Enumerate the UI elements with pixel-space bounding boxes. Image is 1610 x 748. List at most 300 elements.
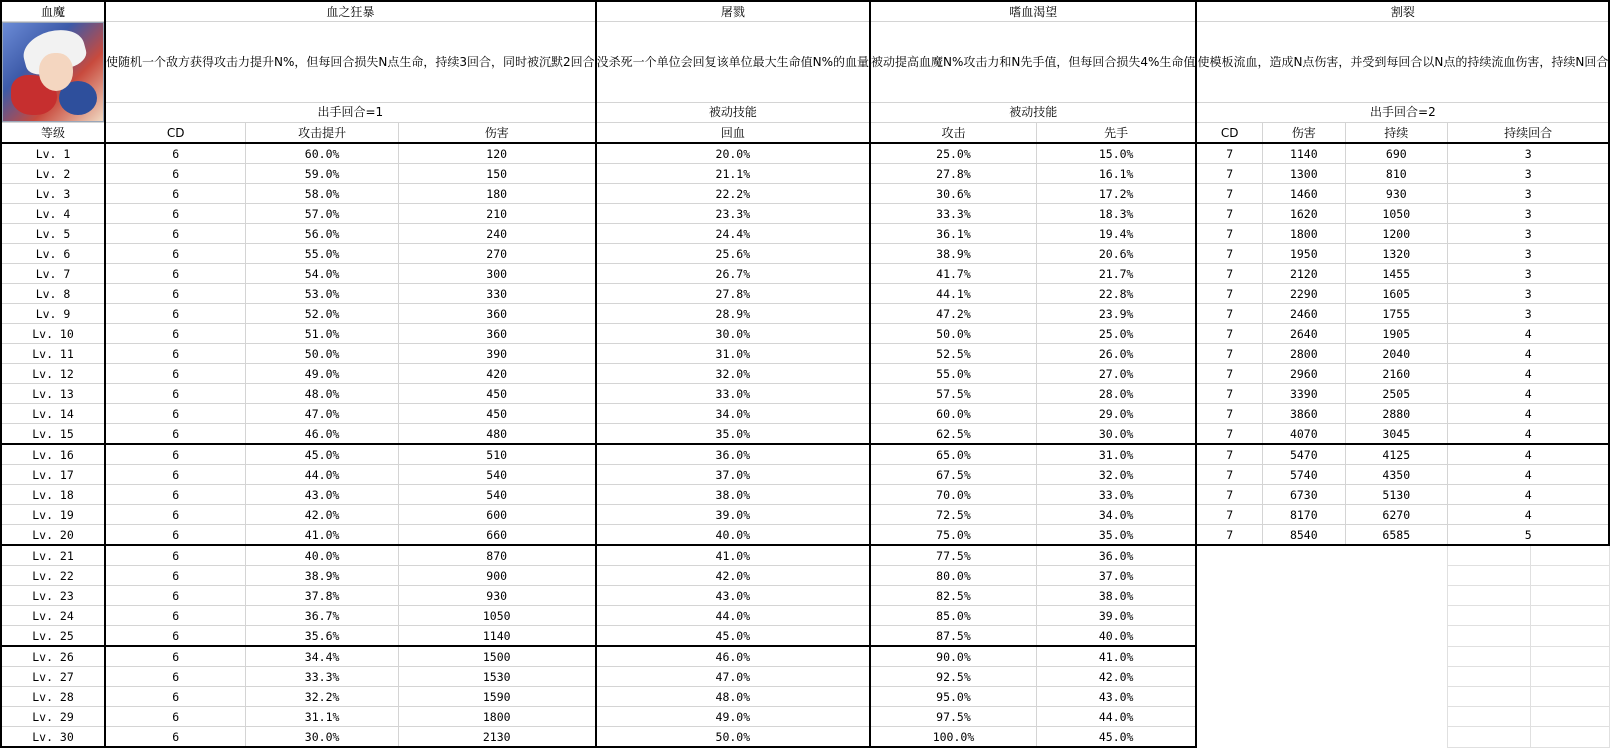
- cell-s3-atk[interactable]: 100.0%: [870, 727, 1036, 748]
- cell-s4-cd[interactable]: 7: [1196, 344, 1262, 364]
- cell-s1-cd[interactable]: 6: [105, 727, 246, 748]
- col-header-s1-atk[interactable]: 攻击提升: [246, 123, 398, 144]
- cell-s4-dot[interactable]: 5130: [1345, 485, 1447, 505]
- cell-s3-first[interactable]: 29.0%: [1036, 404, 1196, 424]
- cell-s4-turns[interactable]: 4: [1447, 344, 1609, 364]
- cell-s4-cd[interactable]: 7: [1196, 184, 1262, 204]
- empty-cell[interactable]: [1447, 626, 1530, 647]
- cell-s4-dot[interactable]: 6585: [1345, 525, 1447, 546]
- cell-s4-turns[interactable]: 3: [1447, 204, 1609, 224]
- cell-s4-cd[interactable]: 7: [1196, 444, 1262, 465]
- cell-s3-first[interactable]: 42.0%: [1036, 667, 1196, 687]
- cell-s2-heal[interactable]: 34.0%: [596, 404, 870, 424]
- cell-level[interactable]: Lv. 1: [1, 143, 105, 164]
- cell-s4-dot[interactable]: 1455: [1345, 264, 1447, 284]
- cell-s1-dmg[interactable]: 600: [398, 505, 595, 525]
- cell-s1-dmg[interactable]: 1050: [398, 606, 595, 626]
- cell-s1-atk[interactable]: 44.0%: [246, 465, 398, 485]
- cell-s1-cd[interactable]: 6: [105, 143, 246, 164]
- cell-s2-heal[interactable]: 28.9%: [596, 304, 870, 324]
- cell-s1-atk[interactable]: 30.0%: [246, 727, 398, 748]
- cell-s1-cd[interactable]: 6: [105, 485, 246, 505]
- skill1-turn-label[interactable]: 出手回合=1: [105, 102, 596, 122]
- cell-s3-atk[interactable]: 85.0%: [870, 606, 1036, 626]
- cell-level[interactable]: Lv. 18: [1, 485, 105, 505]
- cell-s4-turns[interactable]: 4: [1447, 404, 1609, 424]
- cell-level[interactable]: Lv. 9: [1, 304, 105, 324]
- cell-s1-atk[interactable]: 50.0%: [246, 344, 398, 364]
- cell-s1-dmg[interactable]: 450: [398, 404, 595, 424]
- cell-s1-cd[interactable]: 6: [105, 566, 246, 586]
- cell-s1-cd[interactable]: 6: [105, 244, 246, 264]
- cell-s4-dmg[interactable]: 2120: [1263, 264, 1346, 284]
- cell-s4-turns[interactable]: 4: [1447, 465, 1609, 485]
- skill2-description[interactable]: 没杀死一个单位会回复该单位最大生命值N%的血量: [596, 22, 870, 103]
- cell-s1-cd[interactable]: 6: [105, 586, 246, 606]
- cell-s2-heal[interactable]: 50.0%: [596, 727, 870, 748]
- cell-s4-cd[interactable]: 7: [1196, 324, 1262, 344]
- cell-s2-heal[interactable]: 23.3%: [596, 204, 870, 224]
- cell-s4-dot[interactable]: 1605: [1345, 284, 1447, 304]
- cell-s4-turns[interactable]: 3: [1447, 224, 1609, 244]
- cell-s1-dmg[interactable]: 120: [398, 143, 595, 164]
- cell-s4-dot[interactable]: 1200: [1345, 224, 1447, 244]
- cell-s4-cd[interactable]: 7: [1196, 465, 1262, 485]
- cell-s1-atk[interactable]: 54.0%: [246, 264, 398, 284]
- cell-level[interactable]: Lv. 11: [1, 344, 105, 364]
- cell-s3-atk[interactable]: 90.0%: [870, 646, 1036, 667]
- cell-s4-dot[interactable]: 2160: [1345, 364, 1447, 384]
- cell-s4-dmg[interactable]: 1950: [1263, 244, 1346, 264]
- cell-s3-atk[interactable]: 44.1%: [870, 284, 1036, 304]
- cell-s1-dmg[interactable]: 900: [398, 566, 595, 586]
- cell-level[interactable]: Lv. 10: [1, 324, 105, 344]
- cell-level[interactable]: Lv. 14: [1, 404, 105, 424]
- cell-s4-turns[interactable]: 4: [1447, 384, 1609, 404]
- cell-s1-atk[interactable]: 51.0%: [246, 324, 398, 344]
- skill2-name-header[interactable]: 屠戮: [596, 1, 870, 22]
- cell-s2-heal[interactable]: 44.0%: [596, 606, 870, 626]
- cell-s4-cd[interactable]: 7: [1196, 204, 1262, 224]
- cell-s4-dot[interactable]: 930: [1345, 184, 1447, 204]
- cell-s2-heal[interactable]: 31.0%: [596, 344, 870, 364]
- cell-s4-dot[interactable]: 1905: [1345, 324, 1447, 344]
- cell-level[interactable]: Lv. 27: [1, 667, 105, 687]
- empty-cell[interactable]: [1447, 727, 1530, 748]
- cell-s4-dmg[interactable]: 5470: [1263, 444, 1346, 465]
- cell-s1-cd[interactable]: 6: [105, 687, 246, 707]
- cell-s3-atk[interactable]: 65.0%: [870, 444, 1036, 465]
- cell-s1-dmg[interactable]: 540: [398, 465, 595, 485]
- col-header-s2-heal[interactable]: 回血: [596, 123, 870, 144]
- cell-s4-dmg[interactable]: 2290: [1263, 284, 1346, 304]
- cell-s4-dot[interactable]: 2040: [1345, 344, 1447, 364]
- skill2-type-label[interactable]: 被动技能: [596, 102, 870, 122]
- cell-s1-atk[interactable]: 48.0%: [246, 384, 398, 404]
- cell-s1-cd[interactable]: 6: [105, 284, 246, 304]
- cell-s4-turns[interactable]: 5: [1447, 525, 1609, 546]
- col-header-s1-dmg[interactable]: 伤害: [398, 123, 595, 144]
- cell-level[interactable]: Lv. 12: [1, 364, 105, 384]
- empty-cell[interactable]: [1447, 646, 1530, 667]
- cell-s2-heal[interactable]: 26.7%: [596, 264, 870, 284]
- cell-s3-first[interactable]: 21.7%: [1036, 264, 1196, 284]
- cell-s1-atk[interactable]: 42.0%: [246, 505, 398, 525]
- cell-s3-first[interactable]: 22.8%: [1036, 284, 1196, 304]
- empty-cell[interactable]: [1447, 586, 1530, 606]
- empty-cell[interactable]: [1447, 545, 1530, 566]
- cell-s4-cd[interactable]: 7: [1196, 244, 1262, 264]
- empty-cell[interactable]: [1530, 727, 1609, 748]
- empty-cell[interactable]: [1530, 667, 1609, 687]
- cell-s4-dmg[interactable]: 1460: [1263, 184, 1346, 204]
- cell-s4-dmg[interactable]: 2460: [1263, 304, 1346, 324]
- skill4-turn-label[interactable]: 出手回合=2: [1196, 102, 1609, 122]
- cell-s3-first[interactable]: 36.0%: [1036, 545, 1196, 566]
- cell-s3-first[interactable]: 35.0%: [1036, 525, 1196, 546]
- cell-s3-atk[interactable]: 47.2%: [870, 304, 1036, 324]
- cell-s4-turns[interactable]: 3: [1447, 284, 1609, 304]
- cell-s2-heal[interactable]: 46.0%: [596, 646, 870, 667]
- cell-s3-atk[interactable]: 60.0%: [870, 404, 1036, 424]
- cell-s1-atk[interactable]: 49.0%: [246, 364, 398, 384]
- cell-level[interactable]: Lv. 24: [1, 606, 105, 626]
- cell-s1-atk[interactable]: 37.8%: [246, 586, 398, 606]
- cell-s2-heal[interactable]: 38.0%: [596, 485, 870, 505]
- cell-s4-dmg[interactable]: 2640: [1263, 324, 1346, 344]
- cell-s1-atk[interactable]: 36.7%: [246, 606, 398, 626]
- cell-s1-cd[interactable]: 6: [105, 606, 246, 626]
- col-header-s4-dot[interactable]: 持续: [1345, 123, 1447, 144]
- cell-s1-dmg[interactable]: 360: [398, 324, 595, 344]
- cell-s1-cd[interactable]: 6: [105, 344, 246, 364]
- cell-s3-first[interactable]: 26.0%: [1036, 344, 1196, 364]
- cell-s1-cd[interactable]: 6: [105, 545, 246, 566]
- cell-s4-turns[interactable]: 3: [1447, 264, 1609, 284]
- cell-s4-dot[interactable]: 3045: [1345, 424, 1447, 445]
- cell-s3-atk[interactable]: 38.9%: [870, 244, 1036, 264]
- cell-s1-cd[interactable]: 6: [105, 505, 246, 525]
- cell-s1-dmg[interactable]: 2130: [398, 727, 595, 748]
- empty-cell[interactable]: [1530, 545, 1609, 566]
- empty-cell[interactable]: [1530, 707, 1609, 727]
- cell-s3-first[interactable]: 15.0%: [1036, 143, 1196, 164]
- cell-s2-heal[interactable]: 47.0%: [596, 667, 870, 687]
- cell-s1-cd[interactable]: 6: [105, 264, 246, 284]
- cell-s1-atk[interactable]: 40.0%: [246, 545, 398, 566]
- cell-s1-dmg[interactable]: 1500: [398, 646, 595, 667]
- empty-cell[interactable]: [1447, 566, 1530, 586]
- cell-s4-dmg[interactable]: 6730: [1263, 485, 1346, 505]
- cell-s3-first[interactable]: 18.3%: [1036, 204, 1196, 224]
- cell-s3-atk[interactable]: 75.0%: [870, 525, 1036, 546]
- cell-s4-dmg[interactable]: 4070: [1263, 424, 1346, 445]
- cell-s3-atk[interactable]: 55.0%: [870, 364, 1036, 384]
- cell-s1-atk[interactable]: 33.3%: [246, 667, 398, 687]
- cell-s1-dmg[interactable]: 930: [398, 586, 595, 606]
- cell-s2-heal[interactable]: 33.0%: [596, 384, 870, 404]
- cell-s1-dmg[interactable]: 660: [398, 525, 595, 546]
- cell-s4-dot[interactable]: 1050: [1345, 204, 1447, 224]
- cell-s1-dmg[interactable]: 180: [398, 184, 595, 204]
- empty-cell[interactable]: [1447, 707, 1530, 727]
- cell-s3-first[interactable]: 25.0%: [1036, 324, 1196, 344]
- cell-s3-atk[interactable]: 62.5%: [870, 424, 1036, 445]
- cell-s4-turns[interactable]: 3: [1447, 244, 1609, 264]
- cell-s4-dmg[interactable]: 1300: [1263, 164, 1346, 184]
- cell-level[interactable]: Lv. 25: [1, 626, 105, 647]
- cell-s1-dmg[interactable]: 510: [398, 444, 595, 465]
- empty-cell[interactable]: [1530, 646, 1609, 667]
- cell-level[interactable]: Lv. 13: [1, 384, 105, 404]
- cell-s1-cd[interactable]: 6: [105, 404, 246, 424]
- cell-s3-atk[interactable]: 82.5%: [870, 586, 1036, 606]
- cell-s4-dmg[interactable]: 1140: [1263, 143, 1346, 164]
- cell-s4-dot[interactable]: 6270: [1345, 505, 1447, 525]
- col-header-s4-cd[interactable]: CD: [1196, 123, 1262, 144]
- empty-cell[interactable]: [1530, 626, 1609, 647]
- cell-s1-cd[interactable]: 6: [105, 646, 246, 667]
- cell-s1-atk[interactable]: 34.4%: [246, 646, 398, 667]
- cell-level[interactable]: Lv. 15: [1, 424, 105, 445]
- cell-level[interactable]: Lv. 19: [1, 505, 105, 525]
- cell-s1-dmg[interactable]: 870: [398, 545, 595, 566]
- cell-s2-heal[interactable]: 32.0%: [596, 364, 870, 384]
- cell-s3-first[interactable]: 23.9%: [1036, 304, 1196, 324]
- cell-s4-dot[interactable]: 810: [1345, 164, 1447, 184]
- cell-s4-cd[interactable]: 7: [1196, 224, 1262, 244]
- col-header-s4-turns[interactable]: 持续回合: [1447, 123, 1609, 144]
- cell-s3-first[interactable]: 43.0%: [1036, 687, 1196, 707]
- cell-s4-cd[interactable]: 7: [1196, 525, 1262, 546]
- cell-s2-heal[interactable]: 36.0%: [596, 444, 870, 465]
- cell-s1-atk[interactable]: 43.0%: [246, 485, 398, 505]
- cell-s2-heal[interactable]: 43.0%: [596, 586, 870, 606]
- cell-s1-cd[interactable]: 6: [105, 184, 246, 204]
- cell-s3-atk[interactable]: 87.5%: [870, 626, 1036, 647]
- cell-s1-cd[interactable]: 6: [105, 707, 246, 727]
- cell-s1-cd[interactable]: 6: [105, 424, 246, 445]
- cell-s4-turns[interactable]: 4: [1447, 424, 1609, 445]
- cell-level[interactable]: Lv. 3: [1, 184, 105, 204]
- cell-s4-cd[interactable]: 7: [1196, 384, 1262, 404]
- skill1-description[interactable]: 使随机一个敌方获得攻击力提升N%，但每回合损失N点生命，持续3回合，同时被沉默2回合: [105, 22, 596, 103]
- cell-s4-dot[interactable]: 2505: [1345, 384, 1447, 404]
- cell-s4-turns[interactable]: 3: [1447, 164, 1609, 184]
- cell-s1-atk[interactable]: 45.0%: [246, 444, 398, 465]
- cell-s1-cd[interactable]: 6: [105, 164, 246, 184]
- cell-s4-dmg[interactable]: 1800: [1263, 224, 1346, 244]
- skill3-type-label[interactable]: 被动技能: [870, 102, 1196, 122]
- cell-s4-turns[interactable]: 4: [1447, 324, 1609, 344]
- cell-s3-atk[interactable]: 33.3%: [870, 204, 1036, 224]
- cell-level[interactable]: Lv. 22: [1, 566, 105, 586]
- cell-s3-atk[interactable]: 92.5%: [870, 667, 1036, 687]
- cell-s3-first[interactable]: 32.0%: [1036, 465, 1196, 485]
- cell-s4-turns[interactable]: 4: [1447, 444, 1609, 465]
- cell-level[interactable]: Lv. 21: [1, 545, 105, 566]
- col-header-s4-dmg[interactable]: 伤害: [1263, 123, 1346, 144]
- cell-level[interactable]: Lv. 23: [1, 586, 105, 606]
- cell-s1-dmg[interactable]: 270: [398, 244, 595, 264]
- cell-s2-heal[interactable]: 48.0%: [596, 687, 870, 707]
- cell-s4-turns[interactable]: 4: [1447, 505, 1609, 525]
- cell-level[interactable]: Lv. 20: [1, 525, 105, 546]
- cell-s4-dmg[interactable]: 8170: [1263, 505, 1346, 525]
- cell-s2-heal[interactable]: 40.0%: [596, 525, 870, 546]
- cell-s4-cd[interactable]: 7: [1196, 364, 1262, 384]
- cell-s3-first[interactable]: 37.0%: [1036, 566, 1196, 586]
- cell-s1-dmg[interactable]: 240: [398, 224, 595, 244]
- cell-s1-dmg[interactable]: 540: [398, 485, 595, 505]
- skill4-name-header[interactable]: 割裂: [1196, 1, 1609, 22]
- cell-level[interactable]: Lv. 29: [1, 707, 105, 727]
- cell-s1-atk[interactable]: 58.0%: [246, 184, 398, 204]
- cell-s1-dmg[interactable]: 480: [398, 424, 595, 445]
- cell-s3-atk[interactable]: 52.5%: [870, 344, 1036, 364]
- cell-s2-heal[interactable]: 37.0%: [596, 465, 870, 485]
- cell-s3-atk[interactable]: 36.1%: [870, 224, 1036, 244]
- cell-s1-cd[interactable]: 6: [105, 525, 246, 546]
- cell-s3-first[interactable]: 45.0%: [1036, 727, 1196, 748]
- cell-s3-atk[interactable]: 25.0%: [870, 143, 1036, 164]
- cell-s3-first[interactable]: 41.0%: [1036, 646, 1196, 667]
- cell-s3-atk[interactable]: 27.8%: [870, 164, 1036, 184]
- cell-s3-first[interactable]: 31.0%: [1036, 444, 1196, 465]
- cell-s1-atk[interactable]: 53.0%: [246, 284, 398, 304]
- cell-s1-atk[interactable]: 38.9%: [246, 566, 398, 586]
- cell-s3-atk[interactable]: 67.5%: [870, 465, 1036, 485]
- cell-s1-cd[interactable]: 6: [105, 204, 246, 224]
- cell-s1-atk[interactable]: 32.2%: [246, 687, 398, 707]
- cell-s1-atk[interactable]: 52.0%: [246, 304, 398, 324]
- cell-s1-cd[interactable]: 6: [105, 444, 246, 465]
- cell-s3-atk[interactable]: 80.0%: [870, 566, 1036, 586]
- cell-s2-heal[interactable]: 45.0%: [596, 626, 870, 647]
- cell-s3-first[interactable]: 27.0%: [1036, 364, 1196, 384]
- cell-s3-first[interactable]: 20.6%: [1036, 244, 1196, 264]
- cell-s1-atk[interactable]: 47.0%: [246, 404, 398, 424]
- cell-s1-cd[interactable]: 6: [105, 667, 246, 687]
- cell-s4-cd[interactable]: 7: [1196, 505, 1262, 525]
- cell-s1-atk[interactable]: 31.1%: [246, 707, 398, 727]
- cell-level[interactable]: Lv. 5: [1, 224, 105, 244]
- col-header-s3-first[interactable]: 先手: [1036, 123, 1196, 144]
- cell-level[interactable]: Lv. 6: [1, 244, 105, 264]
- empty-cell[interactable]: [1447, 687, 1530, 707]
- cell-level[interactable]: Lv. 17: [1, 465, 105, 485]
- cell-s4-dot[interactable]: 690: [1345, 143, 1447, 164]
- cell-s1-atk[interactable]: 41.0%: [246, 525, 398, 546]
- cell-s1-atk[interactable]: 56.0%: [246, 224, 398, 244]
- cell-s4-turns[interactable]: 4: [1447, 485, 1609, 505]
- cell-level[interactable]: Lv. 16: [1, 444, 105, 465]
- cell-s3-atk[interactable]: 70.0%: [870, 485, 1036, 505]
- empty-cell[interactable]: [1530, 566, 1609, 586]
- cell-s4-cd[interactable]: 7: [1196, 164, 1262, 184]
- cell-level[interactable]: Lv. 8: [1, 284, 105, 304]
- skill1-name-header[interactable]: 血之狂暴: [105, 1, 596, 22]
- cell-s3-first[interactable]: 17.2%: [1036, 184, 1196, 204]
- cell-s3-first[interactable]: 28.0%: [1036, 384, 1196, 404]
- cell-s3-first[interactable]: 39.0%: [1036, 606, 1196, 626]
- cell-s1-cd[interactable]: 6: [105, 224, 246, 244]
- cell-s3-first[interactable]: 33.0%: [1036, 485, 1196, 505]
- cell-s1-dmg[interactable]: 420: [398, 364, 595, 384]
- empty-cell[interactable]: [1530, 687, 1609, 707]
- cell-s1-atk[interactable]: 46.0%: [246, 424, 398, 445]
- hero-portrait-cell[interactable]: [1, 22, 105, 123]
- cell-s3-atk[interactable]: 50.0%: [870, 324, 1036, 344]
- cell-s4-cd[interactable]: 7: [1196, 143, 1262, 164]
- empty-cell[interactable]: [1530, 586, 1609, 606]
- cell-s2-heal[interactable]: 27.8%: [596, 284, 870, 304]
- cell-s4-cd[interactable]: 7: [1196, 284, 1262, 304]
- cell-level[interactable]: Lv. 4: [1, 204, 105, 224]
- cell-s1-dmg[interactable]: 450: [398, 384, 595, 404]
- cell-s1-atk[interactable]: 59.0%: [246, 164, 398, 184]
- cell-s3-atk[interactable]: 95.0%: [870, 687, 1036, 707]
- cell-s1-cd[interactable]: 6: [105, 384, 246, 404]
- cell-s2-heal[interactable]: 49.0%: [596, 707, 870, 727]
- cell-s3-atk[interactable]: 41.7%: [870, 264, 1036, 284]
- cell-level[interactable]: Lv. 7: [1, 264, 105, 284]
- cell-s4-cd[interactable]: 7: [1196, 404, 1262, 424]
- skill3-name-header[interactable]: 嗜血渴望: [870, 1, 1196, 22]
- cell-s4-dmg[interactable]: 5740: [1263, 465, 1346, 485]
- cell-s4-turns[interactable]: 4: [1447, 364, 1609, 384]
- cell-s4-dot[interactable]: 4350: [1345, 465, 1447, 485]
- col-header-s3-atk[interactable]: 攻击: [870, 123, 1036, 144]
- cell-s1-dmg[interactable]: 1800: [398, 707, 595, 727]
- cell-s2-heal[interactable]: 25.6%: [596, 244, 870, 264]
- cell-s2-heal[interactable]: 35.0%: [596, 424, 870, 445]
- cell-s2-heal[interactable]: 41.0%: [596, 545, 870, 566]
- cell-s3-first[interactable]: 34.0%: [1036, 505, 1196, 525]
- cell-s1-cd[interactable]: 6: [105, 324, 246, 344]
- cell-s2-heal[interactable]: 39.0%: [596, 505, 870, 525]
- col-header-s1-cd[interactable]: CD: [105, 123, 246, 144]
- cell-s4-dmg[interactable]: 8540: [1263, 525, 1346, 546]
- cell-s1-cd[interactable]: 6: [105, 626, 246, 647]
- cell-s1-atk[interactable]: 55.0%: [246, 244, 398, 264]
- cell-s2-heal[interactable]: 21.1%: [596, 164, 870, 184]
- cell-s1-dmg[interactable]: 390: [398, 344, 595, 364]
- empty-cell[interactable]: [1530, 606, 1609, 626]
- skill4-description[interactable]: 使模板流血，造成N点伤害，并受到每回合以N点的持续流血伤害，持续N回合: [1196, 22, 1609, 103]
- cell-s2-heal[interactable]: 20.0%: [596, 143, 870, 164]
- cell-s1-atk[interactable]: 57.0%: [246, 204, 398, 224]
- cell-s1-dmg[interactable]: 330: [398, 284, 595, 304]
- cell-s4-dmg[interactable]: 2960: [1263, 364, 1346, 384]
- cell-s1-cd[interactable]: 6: [105, 304, 246, 324]
- cell-level[interactable]: Lv. 26: [1, 646, 105, 667]
- cell-s1-dmg[interactable]: 1590: [398, 687, 595, 707]
- cell-s3-first[interactable]: 16.1%: [1036, 164, 1196, 184]
- cell-s1-atk[interactable]: 35.6%: [246, 626, 398, 647]
- cell-s3-atk[interactable]: 77.5%: [870, 545, 1036, 566]
- cell-s4-turns[interactable]: 3: [1447, 184, 1609, 204]
- cell-s4-cd[interactable]: 7: [1196, 424, 1262, 445]
- cell-s3-first[interactable]: 30.0%: [1036, 424, 1196, 445]
- cell-s4-dot[interactable]: 1320: [1345, 244, 1447, 264]
- cell-s4-cd[interactable]: 7: [1196, 304, 1262, 324]
- cell-s1-dmg[interactable]: 1140: [398, 626, 595, 647]
- cell-s3-first[interactable]: 44.0%: [1036, 707, 1196, 727]
- cell-s3-atk[interactable]: 57.5%: [870, 384, 1036, 404]
- cell-s4-dmg[interactable]: 3390: [1263, 384, 1346, 404]
- cell-s4-dmg[interactable]: 2800: [1263, 344, 1346, 364]
